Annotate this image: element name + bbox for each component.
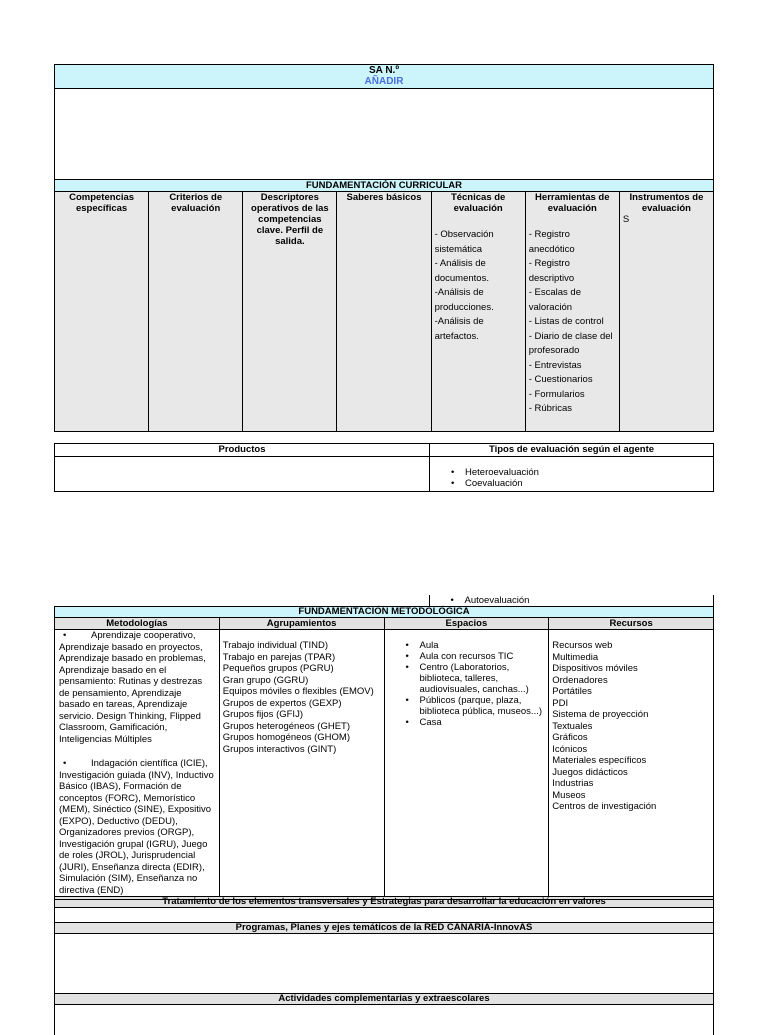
col-competencias-header: Competencias específicas bbox=[69, 192, 135, 214]
agrupamiento-item: Grupos heterogéneos (GHET) bbox=[222, 720, 351, 732]
recursos-cell bbox=[549, 630, 714, 897]
col-tecnicas-header: Técnicas de evaluación bbox=[450, 192, 506, 214]
tipo-item: • Autoevaluación bbox=[447, 595, 711, 606]
herramienta-item: - Formularios bbox=[528, 388, 585, 400]
col-descriptores-header: Descriptores operativos de las competencias clave. Perfil de salida. bbox=[251, 192, 329, 247]
tecnica-item: - Observación sistemática bbox=[434, 229, 494, 255]
col-agrupamientos-header: Agrupamientos bbox=[219, 618, 384, 630]
col-espacios-header: Espacios bbox=[384, 618, 549, 630]
col-descriptores bbox=[243, 192, 337, 432]
recurso-item: Gráficos bbox=[552, 732, 588, 743]
transversales-title: Tratamiento de los elementos transversales y Estrategias para desarrollar la educación en valores bbox=[55, 897, 714, 908]
agrupamiento-item: Trabajo en parejas (TPAR) bbox=[222, 651, 336, 663]
tecnica-item: - Análisis de documentos. bbox=[434, 258, 489, 284]
herramienta-item: - Registro descriptivo bbox=[528, 258, 575, 284]
agrupamiento-item: Grupos interactivos (GINT) bbox=[222, 743, 337, 755]
metodologica-block bbox=[54, 595, 714, 908]
col-instrumentos-header: Instrumentos de evaluación bbox=[629, 192, 704, 214]
herramienta-item: - Escalas de valoración bbox=[528, 287, 581, 313]
sa-title: SA N.º bbox=[369, 65, 399, 76]
col-saberes-header: Saberes básicos bbox=[346, 192, 422, 203]
recurso-item: Industrias bbox=[552, 778, 594, 789]
metodologica-title: FUNDAMENTACIÓN METODOLÓGICA bbox=[55, 607, 714, 618]
herramienta-item: - Listas de control bbox=[528, 316, 604, 327]
curricular-title: FUNDAMENTACIÓN CURRICULAR bbox=[55, 180, 714, 192]
productos-header: Productos bbox=[55, 444, 430, 457]
recurso-item: Icónicos bbox=[552, 743, 588, 755]
programas-block bbox=[54, 899, 714, 1035]
recurso-item: PDI bbox=[552, 697, 569, 709]
tecnica-item: -Análisis de artefactos. bbox=[434, 316, 484, 342]
agrupamiento-item: Equipos móviles o flexibles (EMOV) bbox=[222, 686, 374, 697]
transversales-content[interactable] bbox=[55, 900, 714, 923]
col-saberes bbox=[337, 192, 431, 432]
recurso-item: Recursos web bbox=[552, 640, 613, 651]
tipos-header: Tipos de evaluación según el agente bbox=[430, 444, 714, 457]
col-metodologias-header: Metodologías bbox=[55, 618, 220, 630]
herramienta-item: - Rúbricas bbox=[528, 403, 572, 414]
agrupamientos-cell bbox=[219, 630, 384, 897]
metodologia-text: Indagación científica (ICIE), Investigación guiada (INV), Inductivo Básico (IBAS), Formación de conceptos (FORC), Memorístico (MEM), Sinéctico (SINE), Expositivo (EXPO), Deductivo (DEDU), Organizadores previos (ORGP), Investigación grupal (IGRU), Juego de roles (JROL), Jurisprudencial (JURI), Enseñanza directa (EDIR), Simulación (SIM), Enseñanza no directiva (END) bbox=[59, 758, 214, 896]
recurso-item: Dispositivos móviles bbox=[552, 663, 638, 674]
recurso-item: Multimedia bbox=[552, 651, 599, 663]
herramienta-item: - Registro anecdótico bbox=[528, 229, 575, 255]
productos-block bbox=[54, 443, 714, 492]
metodologia-text: Aprendizaje cooperativo, Aprendizaje basado en proyectos, Aprendizaje basado en problemas, Aprendizaje basado en el pensamiento: Rutinas y destrezas de pensamiento, Aprendizaje basado en tareas, Aprendizaje servicio. Design Thinking, Flipped Classroom, Gamificación, Inteligencias Múltiples bbox=[59, 630, 206, 745]
recurso-item: Museos bbox=[552, 789, 586, 801]
agrupamiento-item: Grupos homogéneos (GHOM) bbox=[222, 732, 350, 743]
metodologias-cell bbox=[55, 630, 220, 897]
agrupamiento-item: Gran grupo (GGRU) bbox=[222, 674, 309, 686]
actividades-title: Actividades complementarias y extraescolares bbox=[55, 994, 714, 1005]
espacio-item: • Centro (Laboratorios, biblioteca, talleres, audiovisuales, canchas...) bbox=[402, 662, 546, 695]
herramienta-item: - Entrevistas bbox=[528, 359, 582, 371]
col-competencias bbox=[55, 192, 149, 432]
espacios-cell bbox=[384, 630, 549, 897]
espacio-item: • Aula con recursos TIC bbox=[402, 651, 546, 662]
continuation-left bbox=[54, 595, 429, 607]
instrumentos-value: S bbox=[622, 214, 630, 225]
recurso-item: Materiales específicos bbox=[552, 755, 647, 766]
espacio-item: • Casa bbox=[402, 717, 546, 728]
recurso-item: Portátiles bbox=[552, 686, 592, 697]
bullet-icon: • bbox=[63, 630, 67, 641]
herramienta-item: - Cuestionarios bbox=[528, 374, 593, 385]
agrupamiento-item: Grupos fijos (GFIJ) bbox=[222, 709, 303, 720]
col-herramientas bbox=[525, 192, 619, 432]
col-herramientas-header: Herramientas de evaluación bbox=[535, 192, 610, 214]
sa-header bbox=[55, 65, 714, 89]
bullet-icon: • bbox=[63, 758, 67, 769]
recurso-item: Centros de investigación bbox=[552, 801, 657, 812]
tipos-cell bbox=[430, 457, 714, 492]
recurso-item: Juegos didácticos bbox=[552, 766, 628, 778]
programas-title: Programas, Planes y ejes temáticos de la RED CANARIA-InnovAS bbox=[55, 923, 714, 934]
col-criterios bbox=[149, 192, 243, 432]
metodologia-paragraph bbox=[59, 758, 215, 896]
metodologia-paragraph bbox=[59, 630, 215, 745]
agrupamiento-item: Pequeños grupos (PGRU) bbox=[222, 663, 334, 674]
tipo-item: • Coevaluación bbox=[447, 478, 710, 489]
espacio-item: • Aula bbox=[402, 640, 546, 651]
add-link[interactable]: AÑADIR bbox=[364, 76, 404, 87]
recurso-item: Ordenadores bbox=[552, 674, 608, 686]
curricular-block bbox=[54, 64, 714, 432]
espacio-item: • Públicos (parque, plaza, biblioteca pública, museos...) bbox=[402, 695, 546, 717]
col-criterios-header: Criterios de evaluación bbox=[169, 192, 223, 214]
actividades-content[interactable] bbox=[55, 1005, 714, 1035]
tipo-item: • Heteroevaluación bbox=[447, 467, 710, 478]
programas-content[interactable] bbox=[55, 934, 714, 994]
tecnica-item: -Análisis de producciones. bbox=[434, 287, 494, 313]
agrupamiento-item: Trabajo individual (TIND) bbox=[222, 640, 328, 651]
col-tecnicas bbox=[431, 192, 525, 432]
col-instrumentos bbox=[619, 192, 713, 432]
herramienta-item: - Diario de clase del profesorado bbox=[528, 330, 613, 356]
productos-cell[interactable] bbox=[55, 457, 430, 492]
agrupamiento-item: Grupos de expertos (GEXP) bbox=[222, 697, 342, 709]
recurso-item: Sistema de proyección bbox=[552, 709, 649, 720]
recurso-item: Textuales bbox=[552, 720, 593, 732]
continuation-right bbox=[429, 595, 714, 607]
col-recursos-header: Recursos bbox=[549, 618, 714, 630]
sa-content-area[interactable] bbox=[55, 89, 714, 180]
